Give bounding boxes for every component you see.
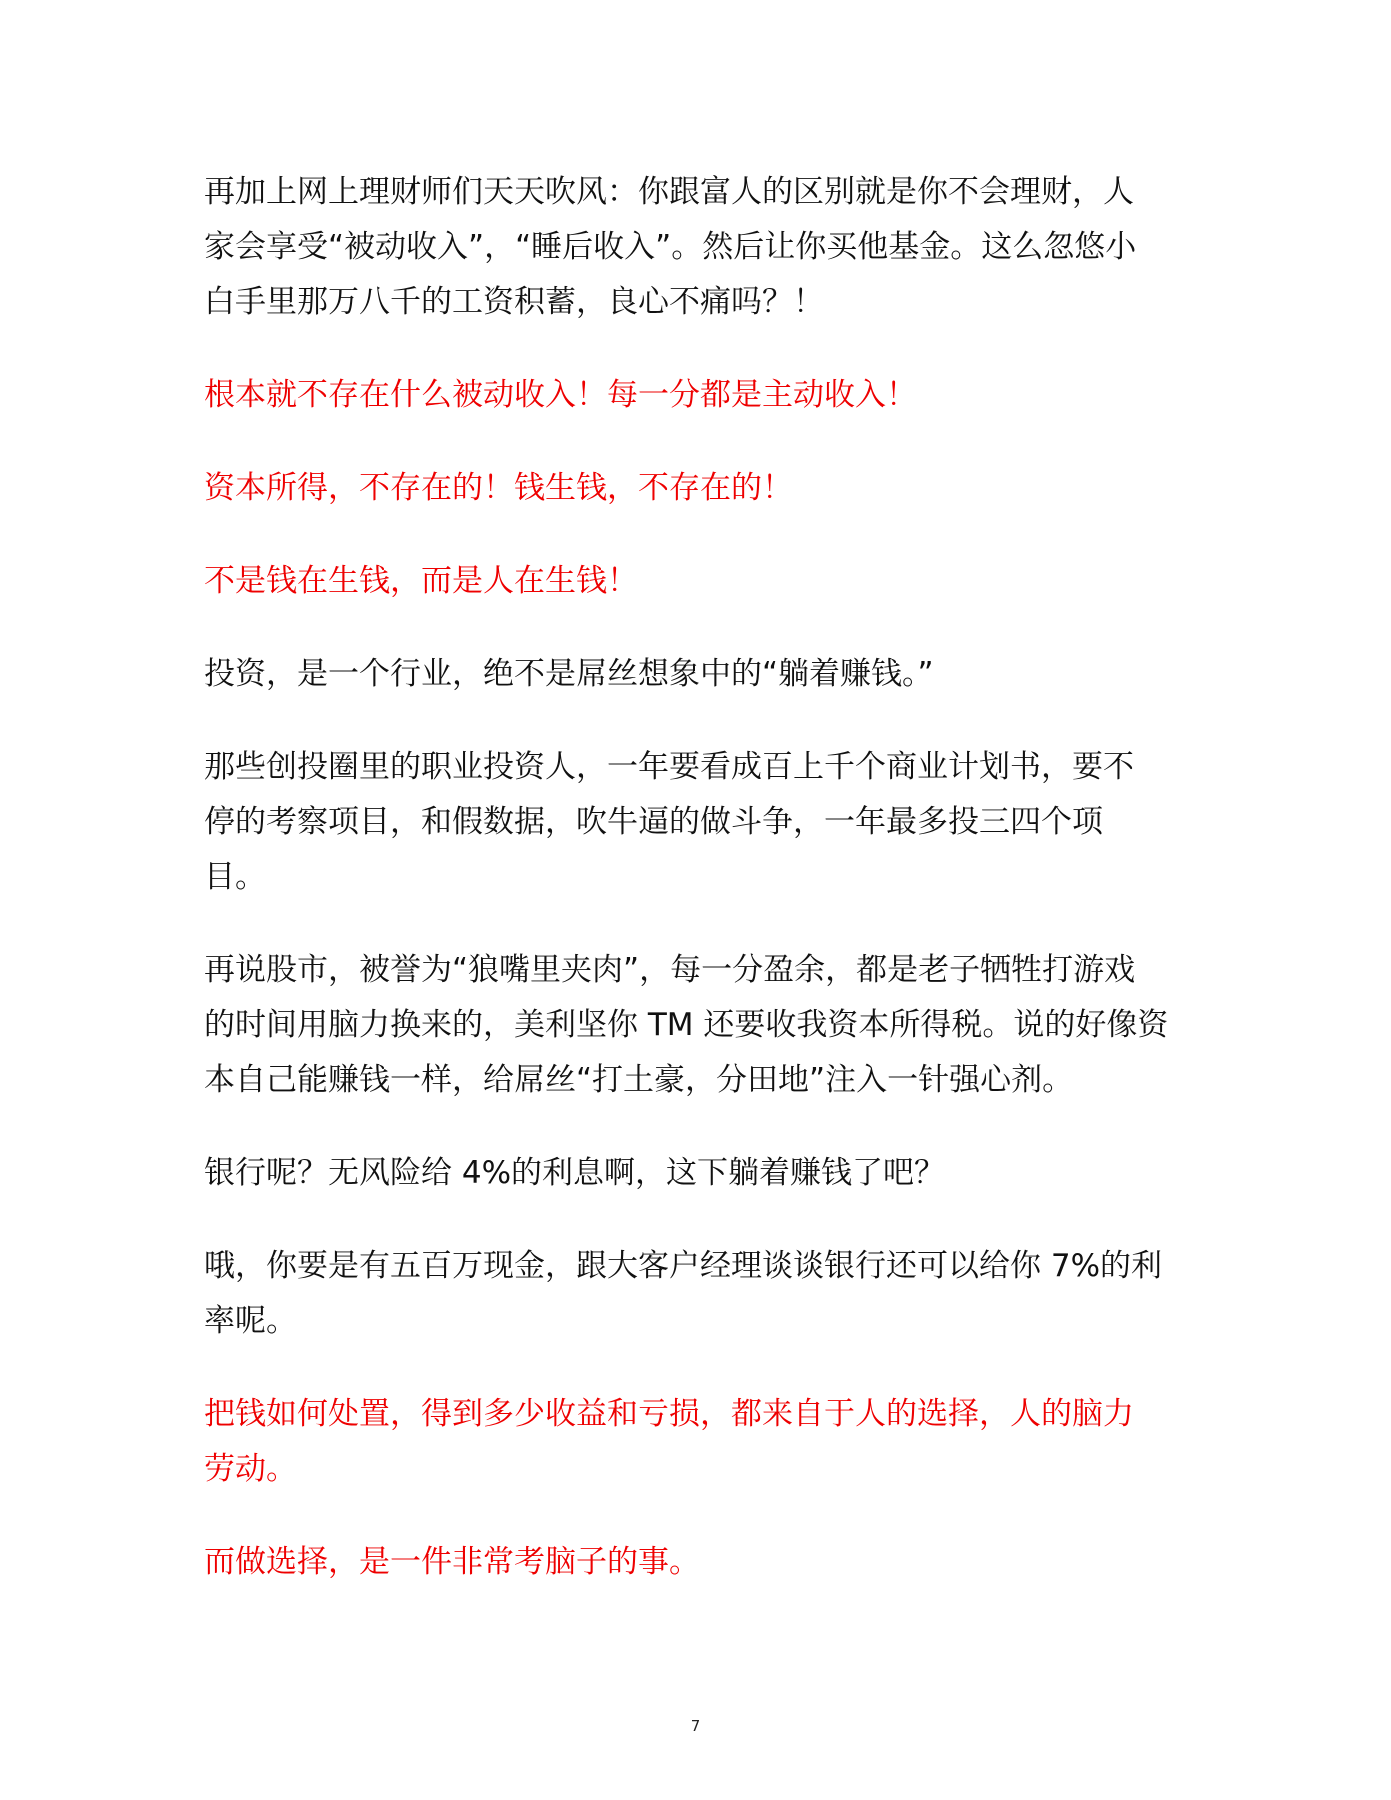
paragraph-3-highlight (204, 461, 1194, 516)
paragraph-7 (204, 943, 1194, 1108)
page-content (204, 165, 1194, 1628)
paragraph-line: 目。 (204, 859, 266, 895)
paragraph-4-highlight (204, 554, 1194, 609)
paragraph-line: 根本就不存在什么被动收入！每一分都是主动收入！ (204, 377, 917, 413)
paragraph-line: 把钱如何处置，得到多少收益和亏损，都来自于人的选择，人的脑力 (204, 1396, 1134, 1432)
page-number: 7 (690, 1717, 701, 1735)
paragraph-line: 不是钱在生钱，而是人在生钱！ (204, 563, 638, 599)
paragraph-10-highlight (204, 1387, 1194, 1497)
paragraph-2-highlight (204, 368, 1194, 423)
paragraph-line: 投资，是一个行业，绝不是屌丝想象中的“躺着赚钱。” (204, 656, 934, 692)
paragraph-line: 而做选择，是一件非常考脑子的事。 (204, 1544, 700, 1580)
paragraph-line: 资本所得，不存在的！钱生钱，不存在的！ (204, 470, 793, 506)
paragraph-6 (204, 740, 1194, 905)
paragraph-1 (204, 165, 1194, 330)
paragraph-line: 再加上网上理财师们天天吹风：你跟富人的区别就是你不会理财，人 (204, 174, 1134, 210)
paragraph-line: 那些创投圈里的职业投资人，一年要看成百上千个商业计划书，要不 (204, 749, 1134, 785)
paragraph-11-highlight (204, 1535, 1194, 1590)
paragraph-line: 的时间用脑力换来的，美利坚你 TM 还要收我资本所得税。说的好像资 (204, 1007, 1169, 1043)
paragraph-line: 家会享受“被动收入”，“睡后收入”。然后让你买他基金。这么忽悠小 (204, 229, 1137, 265)
paragraph-line: 白手里那万八千的工资积蓄，良心不痛吗？！ (204, 284, 824, 320)
paragraph-line: 停的考察项目，和假数据，吹牛逼的做斗争，一年最多投三四个项 (204, 804, 1103, 840)
paragraph-line: 率呢。 (204, 1303, 297, 1339)
paragraph-5 (204, 647, 1194, 702)
paragraph-line: 哦，你要是有五百万现金，跟大客户经理谈谈银行还可以给你 7%的利 (204, 1248, 1163, 1284)
paragraph-line: 再说股市，被誉为“狼嘴里夹肉”，每一分盈余，都是老子牺牲打游戏 (204, 952, 1136, 988)
paragraph-line: 银行呢？无风险给 4%的利息啊，这下躺着赚钱了吧？ (204, 1155, 946, 1191)
paragraph-8 (204, 1146, 1194, 1201)
paragraph-line: 本自己能赚钱一样，给屌丝“打土豪，分田地”注入一针强心剂。 (204, 1062, 1074, 1098)
paragraph-line: 劳动。 (204, 1451, 297, 1487)
paragraph-9 (204, 1239, 1194, 1349)
